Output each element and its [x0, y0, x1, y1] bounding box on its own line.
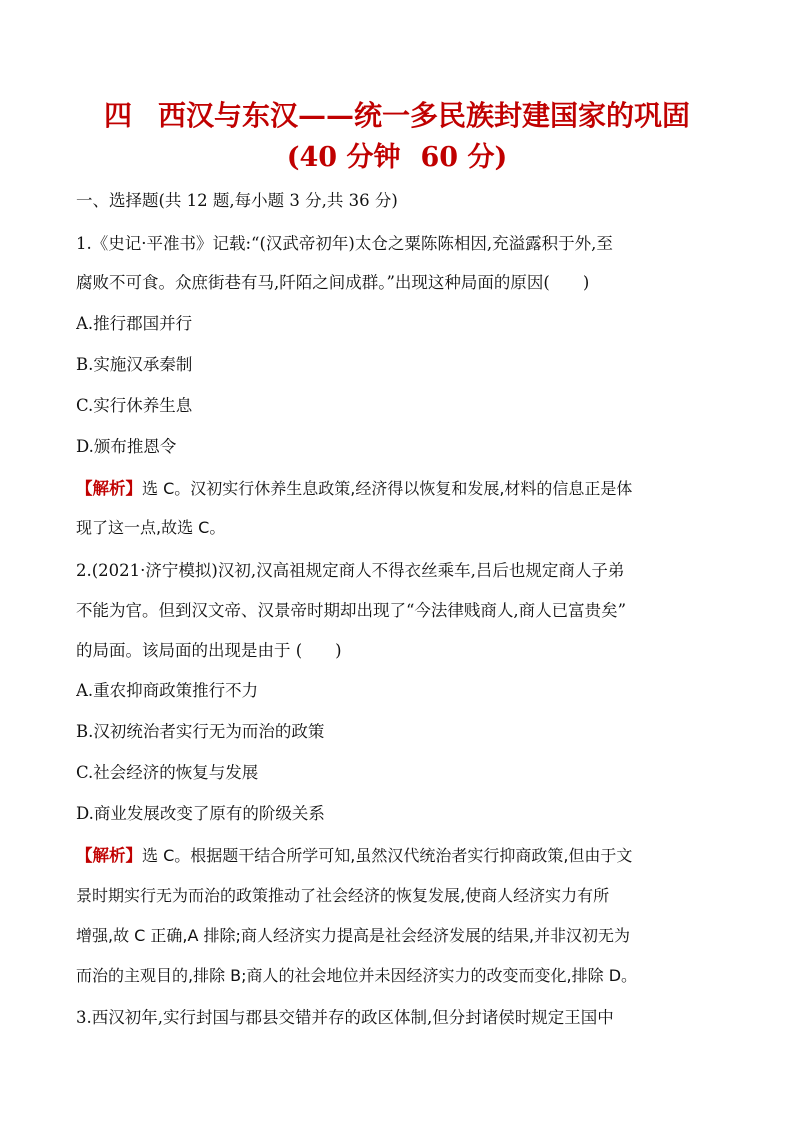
title-text: 西汉与东汉——统一多民族封建国家的巩固: [158, 99, 691, 132]
page-subtitle: [80, 140, 714, 176]
q2-stem-line1: 2.(2021·济宁模拟)汉初,汉高祖规定商人不得衣丝乘车,吕后也规定商人子弟: [76, 561, 625, 580]
q1-option-b: B.实施汉承秦制: [76, 355, 193, 374]
q1-analysis-line1: [76, 478, 724, 500]
analysis-text: 选 C。汉初实行休养生息政策,经济得以恢复和发展,材料的信息正是体: [142, 479, 633, 498]
q2-analysis-line3: 增强,故 C 正确,A 排除;商人经济实力提高是社会经济发展的结果,并非汉初无为: [76, 926, 631, 945]
analysis-label: 【解析】: [76, 846, 142, 865]
q3-stem-line1: 3.西汉初年,实行封国与郡县交错并存的政区体制,但分封诸侯时规定王国中: [76, 1008, 614, 1027]
q2-option-c: C.社会经济的恢复与发展: [76, 763, 259, 782]
q1-analysis-line2: 现了这一点,故选 C。: [76, 518, 226, 537]
q1-option-c: C.实行休养生息: [76, 396, 193, 415]
title-time: (40 分钟: [286, 142, 401, 173]
q2-analysis-line4: 而治的主观目的,排除 B;商人的社会地位并未因经济实力的改变而变化,排除 D。: [76, 966, 638, 985]
page-title: [80, 98, 714, 134]
q2-stem-line3: 的局面。该局面的出现是由于 ( ): [76, 641, 342, 660]
q1-stem-line1: 1.《史记·平准书》记载:“(汉武帝初年)太仓之粟陈陈相因,充溢露积于外,至: [76, 234, 613, 253]
q2-option-d: D.商业发展改变了原有的阶级关系: [76, 804, 325, 823]
q1-stem-line2: 腐败不可食。众庶街巷有马,阡陌之间成群。”出现这种局面的原因( ): [76, 273, 590, 292]
q1-option-a: A.推行郡国并行: [76, 314, 193, 333]
analysis-text: 选 C。根据题干结合所学可知,虽然汉代统治者实行抑商政策,但由于文: [142, 846, 633, 865]
section-heading: 一、选择题(共 12 题,每小题 3 分,共 36 分): [76, 191, 398, 210]
q2-analysis-line2: 景时期实行无为而治的政策推动了社会经济的恢复发展,使商人经济实力有所: [76, 886, 610, 905]
q1-option-d: D.颁布推恩令: [76, 437, 177, 456]
q2-stem-line2: 不能为官。但到汉文帝、汉景帝时期却出现了“今法律贱商人,商人已富贵矣”: [76, 601, 627, 620]
analysis-label: 【解析】: [76, 479, 142, 498]
title-score: 60 分): [420, 142, 508, 173]
q2-analysis-line1: [76, 845, 724, 867]
q2-option-a: A.重农抑商政策推行不力: [76, 681, 259, 700]
q2-option-b: B.汉初统治者实行无为而治的政策: [76, 722, 325, 741]
title-number: 四: [103, 99, 132, 132]
